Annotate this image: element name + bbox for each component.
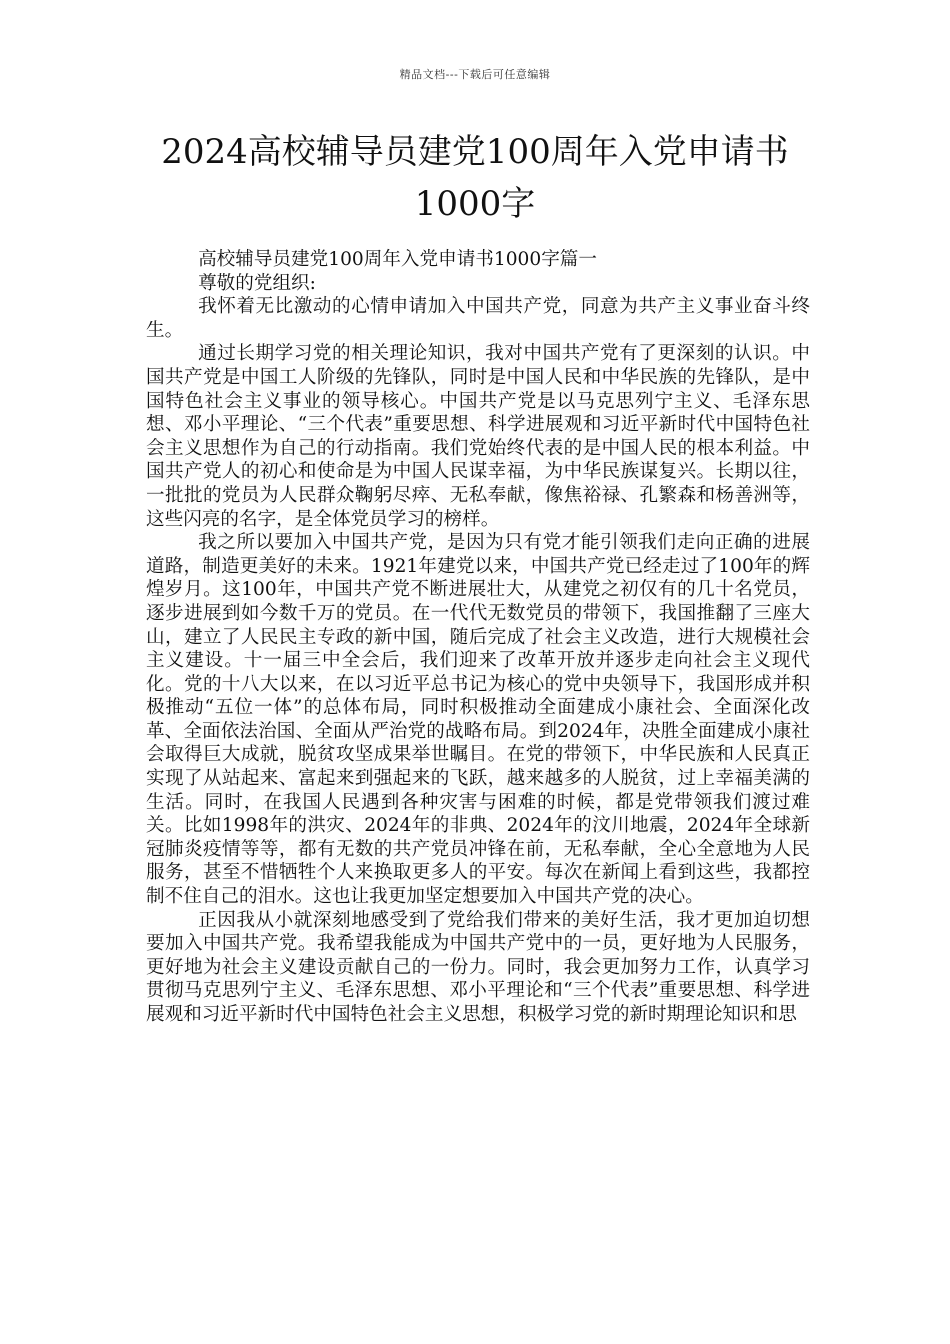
paragraph-1: 我怀着无比激动的心情申请加入中国共产党，同意为共产主义事业奋斗终生。: [146, 296, 810, 341]
document-header-note: 精品文档---下载后可任意编辑: [399, 68, 551, 81]
paragraph-2: 通过长期学习党的相关理论知识，我对中国共产党有了更深刻的认识。中国共产党是中国工人阶级的先锋队，同时是中国人民和中华民族的先锋队，是中国特色社会主义事业的领导核心。中国共产党是以马克思列宁主义、毛泽东思想、邓小平理论、“三个代表”重要思想、科学进展观和习近平新时代中国特色社会主义思想作为自己的行动指南。我们党始终代表的是中国人民的根本利益。中国共产党人的初心和使命是为中国人民谋幸福，为中华民族谋复兴。长期以往，一批批的党员为人民群众鞠躬尽瘁、无私奉献，像焦裕禄、孔繁森和杨善洲等，这些闪亮的名字，是全体党员学习的榜样。: [146, 343, 810, 530]
document-title: [145, 126, 805, 230]
salutation: 尊敬的党组织:: [198, 272, 316, 294]
section-subtitle: 高校辅导员建党100周年入党申请书1000字篇一: [198, 249, 597, 270]
title-line-2: 1000字: [414, 184, 536, 224]
document-body: [146, 248, 810, 1027]
title-line-1: 2024高校辅导员建党100周年入党申请书: [161, 132, 789, 172]
paragraph-4: 正因我从小就深刻地感受到了党给我们带来的美好生活，我才更加迫切想要加入中国共产党。我希望我能成为中国共产党中的一员，更好地为人民服务，更好地为社会主义建设贡献自己的一份力。同时，我会更加努力工作，认真学习贯彻马克思列宁主义、毛泽东思想、邓小平理论和“三个代表”重要思想、科学进展观和习近平新时代中国特色社会主义思想，积极学习党的新时期理论知识和思: [146, 909, 810, 1025]
paragraph-3: 我之所以要加入中国共产党，是因为只有党才能引领我们走向正确的进展道路，制造更美好的未来。1921年建党以来，中国共产党已经走过了100年的辉煌岁月。这100年，中国共产党不断进展壮大，从建党之初仅有的几十名党员，逐步进展到如今数千万的党员。在一代代无数党员的带领下，我国推翻了三座大山，建立了人民民主专政的新中国，随后完成了社会主义改造，进行大规模社会主义建设。十一届三中全会后，我们迎来了改革开放并逐步走向社会主义现代化。党的十八大以来，在以习近平总书记为核心的党中央领导下，我国形成并积极推动“五位一体”的总体布局，同时积极推动全面建成小康社会、全面深化改革、全面依法治国、全面从严治党的战略布局。到2024年，决胜全面建成小康社会取得巨大成就，脱贫攻坚成果举世瞩目。在党的带领下，中华民族和人民真正实现了从站起来、富起来到强起来的飞跃，越来越多的人脱贫，过上幸福美满的生活。同时，在我国人民遇到各种灾害与困难的时候，都是党带领我们渡过难关。比如1998年的洪灾、2024年的非典、2024年的汶川地震，2024年全球新冠肺炎疫情等等，都有无数的共产党员冲锋在前，无私奉献，全心全意地为人民服务，甚至不惜牺牲个人来换取更多人的平安。每次在新闻上看到这些，我都控制不住自己的泪水。这也让我更加坚定想要加入中国共产党的决心。: [146, 532, 810, 908]
